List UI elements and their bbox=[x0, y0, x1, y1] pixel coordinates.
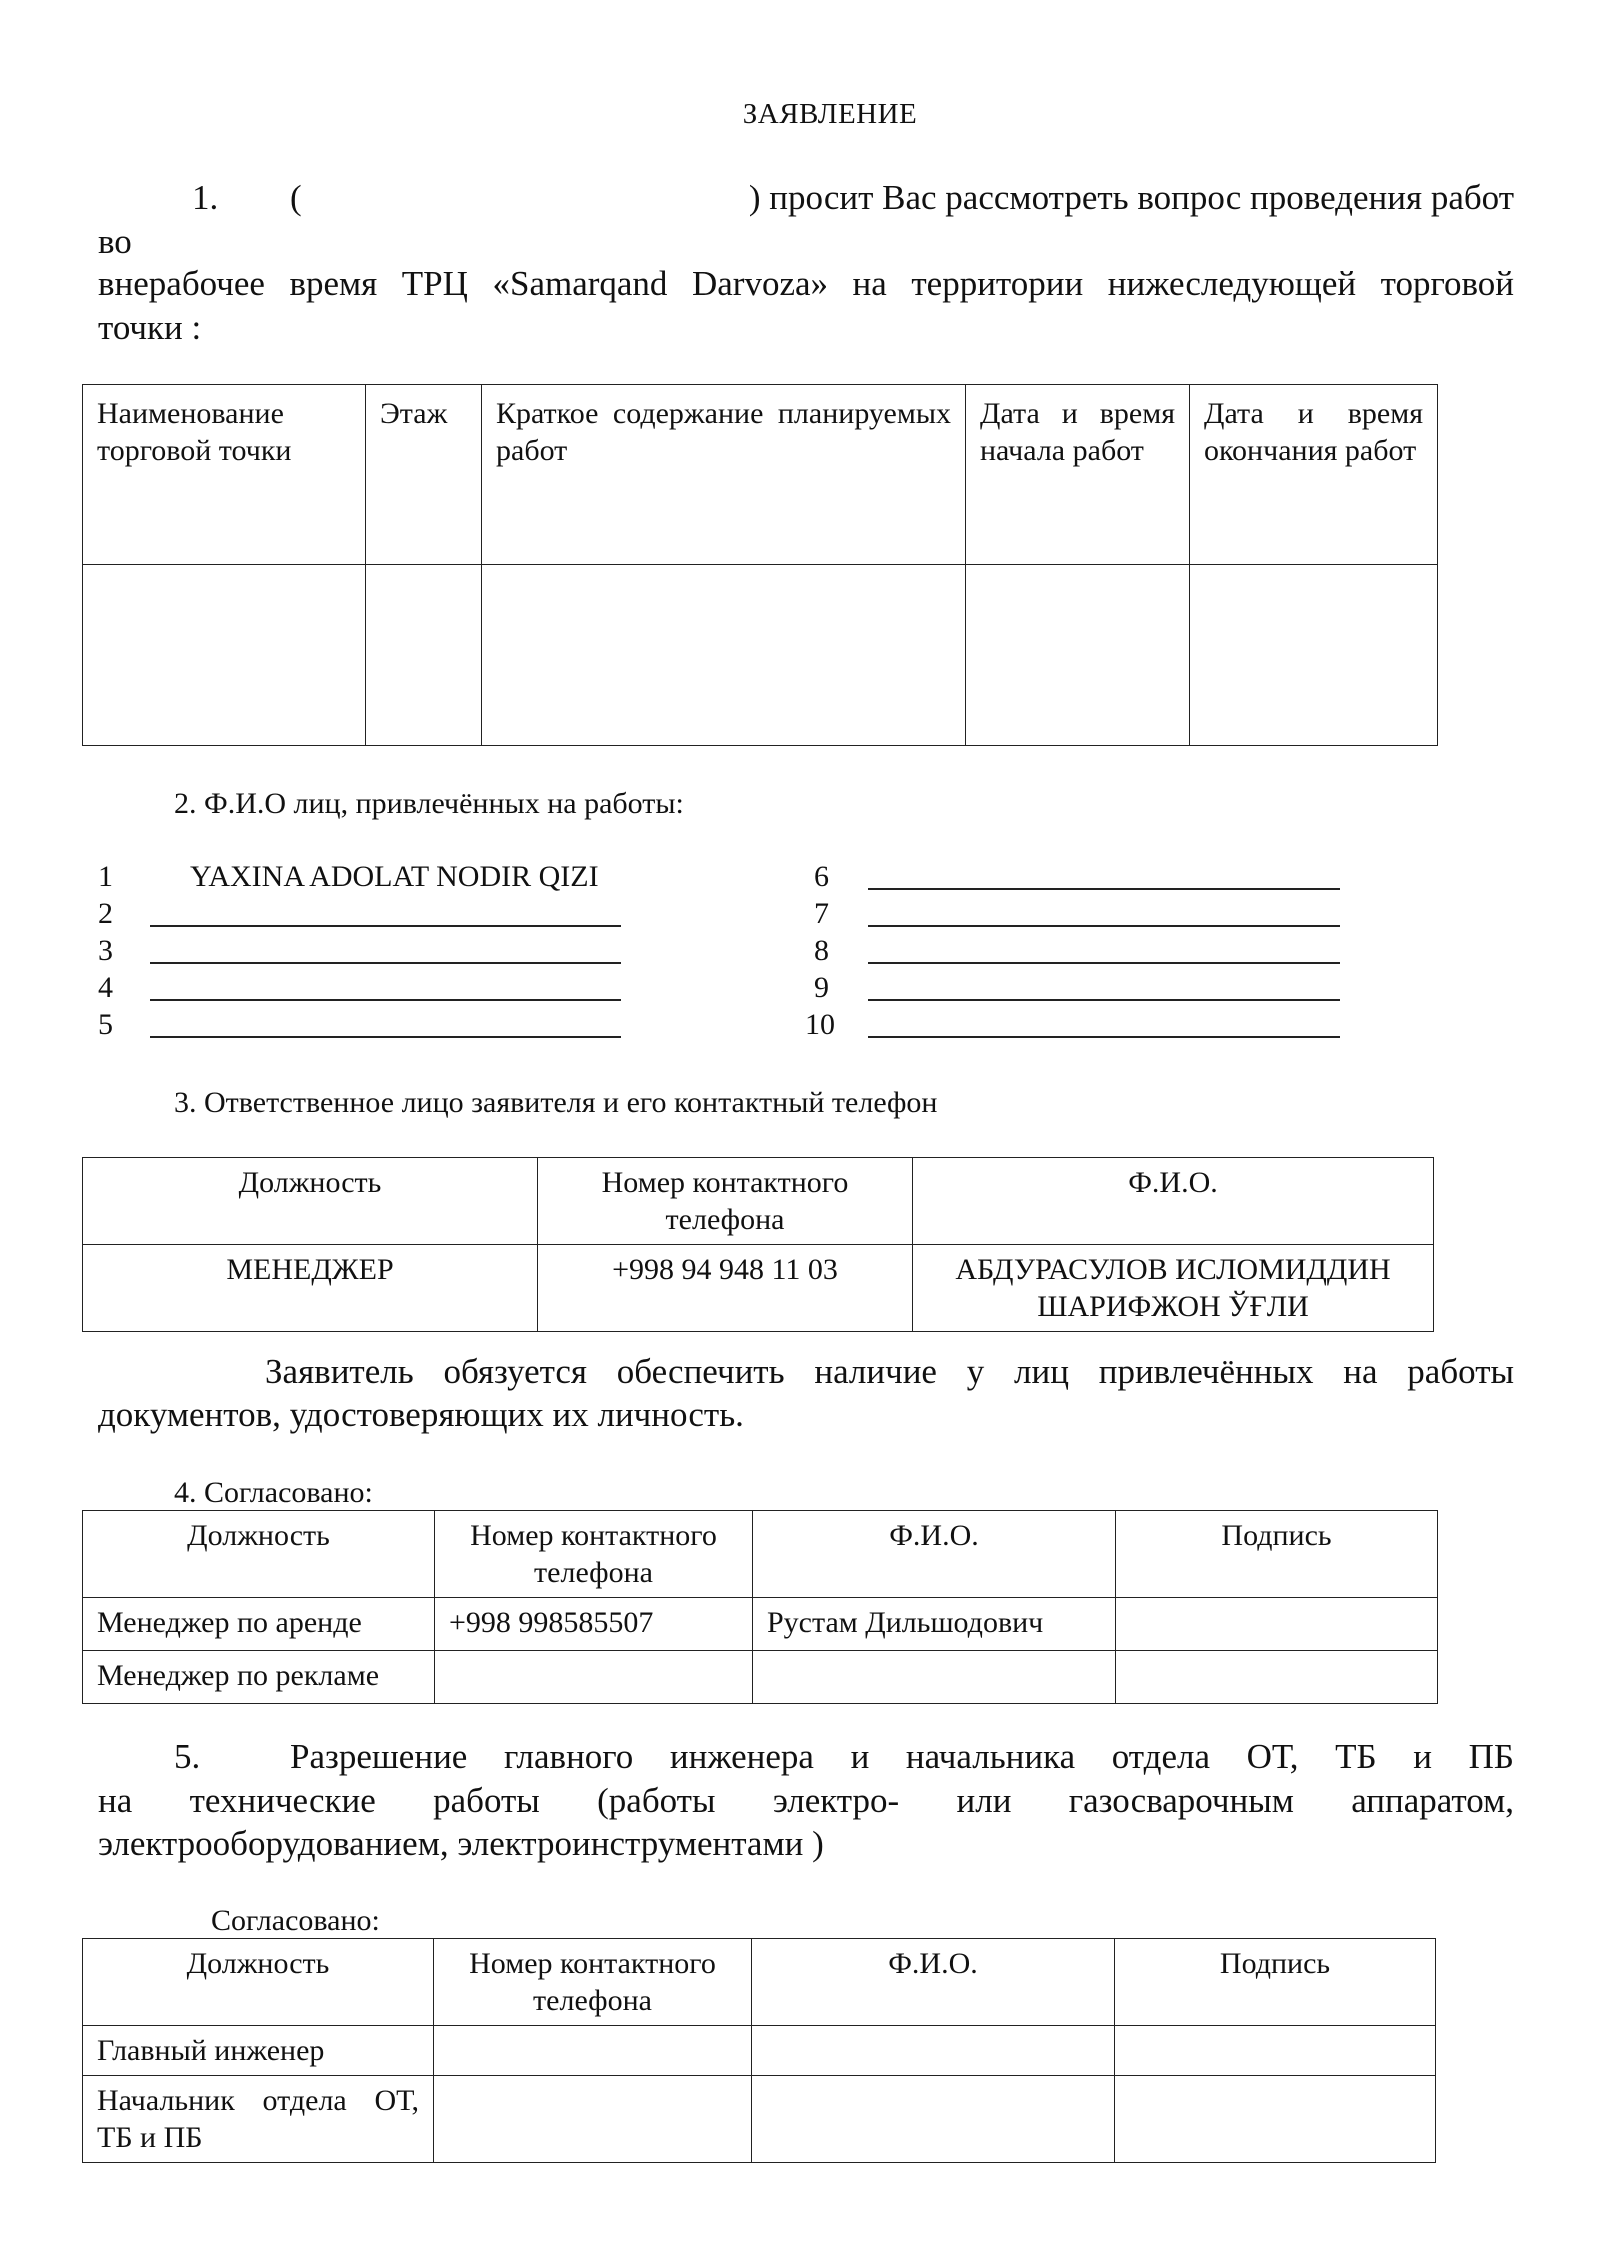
cell-signature[interactable] bbox=[1116, 1598, 1438, 1651]
section5-line2: на технические работы (работы электро- или газосварочным аппаратом, bbox=[98, 1781, 1514, 1820]
worker-name[interactable]: YAXINA ADOLAT NODIR QIZI bbox=[190, 860, 599, 893]
engineer-approval-table bbox=[82, 1938, 1436, 2163]
worker-name-line[interactable] bbox=[150, 1036, 621, 1038]
header-full-name: Ф.И.О. bbox=[752, 1939, 1115, 2026]
section5-line1: Разрешение главного инженера и начальника отдела ОТ, ТБ и ПБ bbox=[290, 1737, 1514, 1776]
worker-number: 9 bbox=[814, 971, 829, 1004]
works-table-row bbox=[83, 565, 1438, 746]
worker-number: 6 bbox=[814, 860, 829, 893]
worker-number: 3 bbox=[98, 934, 113, 967]
header-position: Должность bbox=[83, 1511, 435, 1598]
cell-floor[interactable] bbox=[366, 565, 482, 746]
section1-number: 1. bbox=[192, 178, 219, 217]
cell-position[interactable]: МЕНЕДЖЕР bbox=[83, 1245, 538, 1332]
document-title: ЗАЯВЛЕНИЕ bbox=[742, 98, 918, 130]
section4-heading: 4. Согласовано: bbox=[174, 1476, 373, 1509]
worker-name-line[interactable] bbox=[868, 962, 1340, 964]
header-phone: Номер контактного телефона bbox=[435, 1511, 753, 1598]
worker-name-line[interactable] bbox=[868, 925, 1340, 927]
header-start-datetime: Дата и время начала работ bbox=[966, 385, 1190, 565]
worker-name-line[interactable] bbox=[868, 888, 1340, 890]
cell-full-name[interactable] bbox=[752, 2076, 1115, 2163]
worker-number: 8 bbox=[814, 934, 829, 967]
cell-position: Начальник отдела ОТ, ТБ и ПБ bbox=[83, 2076, 434, 2163]
section1-text-c: внерабочее время ТРЦ «Samarqand Darvoza» на территории нижеследующей торговой bbox=[98, 264, 1514, 303]
header-floor: Этаж bbox=[366, 385, 482, 565]
cell-phone[interactable] bbox=[435, 1651, 753, 1704]
header-full-name: Ф.И.О. bbox=[913, 1158, 1434, 1245]
worker-number: 4 bbox=[98, 971, 113, 1004]
header-phone: Номер контактного телефона bbox=[538, 1158, 913, 1245]
approval-row bbox=[83, 1651, 1438, 1704]
cell-position: Менеджер по рекламе bbox=[83, 1651, 435, 1704]
header-signature: Подпись bbox=[1116, 1511, 1438, 1598]
section5-number: 5. bbox=[174, 1737, 201, 1776]
header-full-name: Ф.И.О. bbox=[753, 1511, 1116, 1598]
worker-name-line[interactable] bbox=[868, 999, 1340, 1001]
worker-number: 2 bbox=[98, 897, 113, 930]
responsible-row bbox=[83, 1245, 1434, 1332]
cell-start-datetime[interactable] bbox=[966, 565, 1190, 746]
cell-position: Менеджер по аренде bbox=[83, 1598, 435, 1651]
cell-full-name[interactable] bbox=[753, 1651, 1116, 1704]
cell-phone[interactable] bbox=[434, 2026, 752, 2076]
section1-open-paren: ( bbox=[290, 178, 302, 217]
cell-work-summary[interactable] bbox=[482, 565, 966, 746]
header-signature: Подпись bbox=[1115, 1939, 1436, 2026]
section1-text-d: точки : bbox=[98, 308, 202, 347]
approval-table bbox=[82, 1510, 1438, 1704]
approval-row bbox=[83, 1598, 1438, 1651]
header-position: Должность bbox=[83, 1939, 434, 2026]
works-table bbox=[82, 384, 1438, 746]
worker-name-line[interactable] bbox=[868, 1036, 1340, 1038]
header-end-datetime: Дата и время окончания работ bbox=[1190, 385, 1438, 565]
cell-shop-name[interactable] bbox=[83, 565, 366, 746]
worker-number: 1 bbox=[98, 860, 113, 893]
responsible-table bbox=[82, 1157, 1434, 1332]
worker-name-line[interactable] bbox=[150, 999, 621, 1001]
worker-number: 7 bbox=[814, 897, 829, 930]
cell-phone[interactable]: +998 94 948 11 03 bbox=[538, 1245, 913, 1332]
section5-line3: электрооборудованием, электроинструментами ) bbox=[98, 1824, 824, 1863]
worker-name-line[interactable] bbox=[150, 925, 621, 927]
cell-full-name[interactable]: АБДУРАСУЛОВ ИСЛОМИДДИН ШАРИФЖОН ЎҒЛИ bbox=[913, 1245, 1434, 1332]
section1-text-b: во bbox=[98, 222, 132, 261]
cell-position: Главный инженер bbox=[83, 2026, 434, 2076]
section1-text-a: ) просит Вас рассмотреть вопрос проведения работ bbox=[748, 178, 1514, 217]
cell-phone[interactable] bbox=[434, 2076, 752, 2163]
engineer-header-row bbox=[83, 1939, 1436, 2026]
header-shop-name: Наименование торговой точки bbox=[83, 385, 366, 565]
obligation-line1: Заявитель обязуется обеспечить наличие у лиц привлечённых на работы bbox=[265, 1352, 1514, 1391]
cell-full-name[interactable] bbox=[752, 2026, 1115, 2076]
cell-full-name[interactable]: Рустам Дильшодович bbox=[753, 1598, 1116, 1651]
section2-heading: 2. Ф.И.О лиц, привлечённых на работы: bbox=[174, 787, 684, 820]
header-phone: Номер контактного телефона bbox=[434, 1939, 752, 2026]
engineer-row bbox=[83, 2026, 1436, 2076]
header-position: Должность bbox=[83, 1158, 538, 1245]
approval-header-row bbox=[83, 1511, 1438, 1598]
cell-signature[interactable] bbox=[1115, 2076, 1436, 2163]
cell-signature[interactable] bbox=[1115, 2026, 1436, 2076]
section3-heading: 3. Ответственное лицо заявителя и его контактный телефон bbox=[174, 1086, 938, 1119]
section5-agreed: Согласовано: bbox=[211, 1904, 380, 1937]
engineer-row bbox=[83, 2076, 1436, 2163]
cell-phone[interactable]: +998 998585507 bbox=[435, 1598, 753, 1651]
responsible-header-row bbox=[83, 1158, 1434, 1245]
works-table-header-row bbox=[83, 385, 1438, 565]
cell-signature[interactable] bbox=[1116, 1651, 1438, 1704]
header-work-summary: Краткое содержание планируемых работ bbox=[482, 385, 966, 565]
cell-end-datetime[interactable] bbox=[1190, 565, 1438, 746]
worker-number: 10 bbox=[805, 1008, 835, 1041]
worker-number: 5 bbox=[98, 1008, 113, 1041]
obligation-line2: документов, удостоверяющих их личность. bbox=[98, 1395, 744, 1434]
worker-name-line[interactable] bbox=[150, 962, 621, 964]
